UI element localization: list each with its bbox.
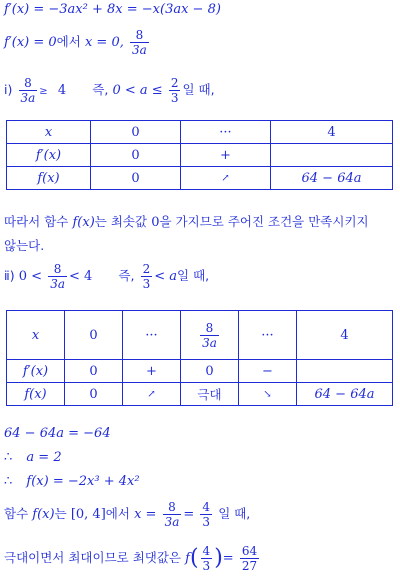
cell: 0 bbox=[91, 167, 181, 190]
fraction: $\frac{8}{3a}$ bbox=[202, 320, 217, 350]
cell: x bbox=[7, 121, 91, 144]
derivative-line: f′(x) = −3ax² + 8x = −x(3ax − 8) bbox=[4, 2, 221, 17]
cell: f′(x) bbox=[7, 360, 65, 383]
maximum-line-1: 함수 f(x)는 [0, 4]에서 x = $\frac{8}{3a}$ = $\frac{4}{3}$ 일 때, bbox=[4, 500, 251, 529]
fraction: $\frac{64}{27}$ bbox=[241, 544, 258, 573]
cell: 0 bbox=[91, 121, 181, 144]
fraction: $\frac{2}{3}$ bbox=[142, 262, 151, 291]
cell: 4 bbox=[297, 311, 393, 360]
cell: + bbox=[123, 360, 181, 383]
eq-text: f′(x) = 0 bbox=[4, 35, 57, 50]
decrease-arrow-icon: ↘ bbox=[239, 383, 297, 406]
fraction: $\frac{8}{3a}$ bbox=[132, 28, 147, 57]
case2-line: ⅱ) 0 < $\frac{8}{3a}$ < 4 즉, $\frac{2}{3}$ < a일 때, bbox=[4, 262, 210, 291]
cell bbox=[297, 360, 393, 383]
conclusion1-line2: 않는다. bbox=[4, 238, 45, 253]
cell: 0 bbox=[65, 311, 123, 360]
cell: + bbox=[181, 144, 271, 167]
cell: x bbox=[7, 311, 65, 360]
increase-arrow-icon: ↗ bbox=[181, 167, 271, 190]
case-label: ⅰ) bbox=[4, 82, 13, 97]
fraction: $\frac{8}{3a}$ bbox=[164, 500, 180, 529]
cell: f′(x) bbox=[7, 144, 91, 167]
cell bbox=[181, 311, 239, 360]
cell: 0 bbox=[65, 383, 123, 406]
ko-text: 에서 bbox=[56, 34, 81, 49]
fraction: $\frac{8}{3a}$ bbox=[20, 76, 36, 105]
equation-line: 64 − 64a = −64 bbox=[4, 426, 111, 441]
cell: 극대 bbox=[181, 383, 239, 406]
case1-line: ⅰ) $\frac{8}{3a}$ ≥ 4 즉, 0 < a ≤ $\frac{2}{3}$ 일 때, bbox=[4, 76, 215, 105]
cell: 64 − 64a bbox=[297, 383, 393, 406]
cell: f(x) bbox=[7, 383, 65, 406]
cell: 4 bbox=[271, 121, 393, 144]
increase-arrow-icon: ↗ bbox=[123, 383, 181, 406]
equation-line: ∴ f(x) = −2x³ + 4x² bbox=[4, 474, 140, 489]
variation-table-1 bbox=[6, 120, 393, 190]
fraction: $\frac{4}{3}$ bbox=[202, 544, 211, 573]
cell: f(x) bbox=[7, 167, 91, 190]
cell: 0 bbox=[91, 144, 181, 167]
cell: − bbox=[239, 360, 297, 383]
cell bbox=[271, 144, 393, 167]
conclusion1-line: 따라서 함수 f(x)는 최솟값 0을 가지므로 주어진 조건을 만족시키지 bbox=[4, 214, 369, 230]
fraction: $\frac{2}{3}$ bbox=[170, 76, 179, 105]
cell: ··· bbox=[181, 121, 271, 144]
critical-points-line bbox=[4, 28, 151, 57]
cell: ··· bbox=[239, 311, 297, 360]
equation-line: ∴ a = 2 bbox=[4, 450, 62, 465]
maximum-line-2: 극대이면서 최대이므로 최댓값은 f( $\frac{4}{3}$ )= $\frac{64}{27}$ bbox=[4, 544, 258, 573]
cell: 64 − 64a bbox=[271, 167, 393, 190]
cell: 0 bbox=[181, 360, 239, 383]
variation-table-2 bbox=[6, 310, 393, 406]
eq-text: x = 0, bbox=[84, 35, 124, 50]
cell: 0 bbox=[65, 360, 123, 383]
cell: ··· bbox=[123, 311, 181, 360]
fraction: $\frac{8}{3a}$ bbox=[50, 262, 65, 291]
fraction: $\frac{4}{3}$ bbox=[202, 500, 211, 529]
